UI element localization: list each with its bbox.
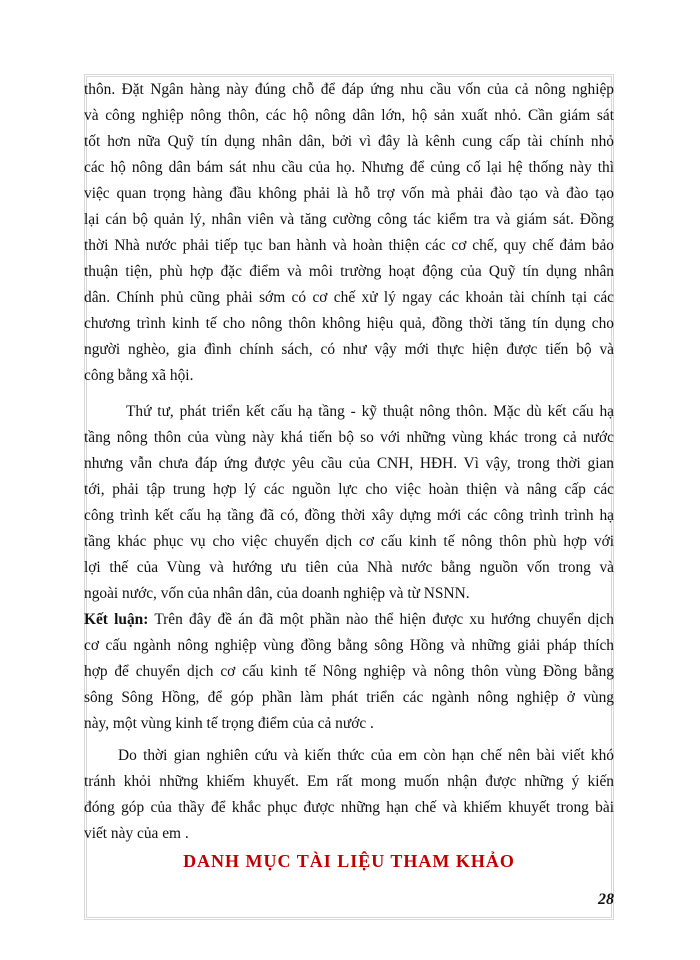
paragraph-line: Thứ tư, phát triển kết cấu hạ tầng - kỹ thuật nông thôn. Mặc dù kết cấu hạ — [126, 403, 614, 420]
paragraph-line: này, một vùng kinh tế trọng điểm của cả nước . — [84, 715, 374, 732]
paragraph-line: lợi thế của Vùng và hướng ưu tiên của Nhà nước bằng nguồn vốn trong và — [84, 559, 614, 576]
paragraph-line: việc quan trọng hàng đầu không phải là hỗ trợ vốn mà phải đào tạo và đào tạo — [84, 185, 614, 202]
paragraph-line: các hộ nông dân bám sát nhu cầu của họ. Nhưng để củng cố lại hệ thống này thì — [84, 159, 614, 176]
paragraph-line: đóng góp của thầy để khắc phục được những hạn chế và khiếm khuyết trong bài — [84, 799, 614, 816]
paragraph-line: công trình kết cấu hạ tầng đã có, đồng thời xây dựng mới các công trình trình hạ — [84, 507, 614, 524]
paragraph-line: công bằng xã hội. — [84, 367, 194, 384]
paragraph-line: tầng khác phục vụ cho việc chuyển dịch cơ cấu kinh tế nông thôn phù hợp với — [84, 533, 614, 550]
paragraph-line: cơ cấu ngành nông nghiệp vùng đồng bằng sông Hồng và những giải pháp thích — [84, 637, 614, 654]
page-number: 28 — [598, 891, 614, 908]
paragraph-line: thời Nhà nước phải tiếp tục ban hành và hoàn thiện các cơ chế, quy chế đảm bảo — [84, 237, 614, 254]
paragraph-line: tới, phải tập trung hợp lý các nguồn lực cho việc hoàn thiện và nâng cấp các — [84, 481, 614, 498]
conclusion-text: Trên đây đề án đã một phần nào thể hiện được xu hướng chuyển dịch — [148, 611, 614, 628]
paragraph-line: người nghèo, gia đình chính sách, có như vậy mới thực hiện được tiến bộ và — [84, 341, 614, 358]
paragraph-line: tốt hơn nữa Quỹ tín dụng nhân dân, bởi vì đây là kênh cung cấp tài chính nhỏ — [84, 133, 614, 150]
paragraph-line: Do thời gian nghiên cứu và kiến thức của em còn hạn chế nên bài viết khó — [118, 747, 614, 764]
paragraph-line: ngoài nước, vốn của nhân dân, của doanh nghiệp và từ NSNN. — [84, 585, 470, 602]
paragraph-line: lại cán bộ quản lý, nhân viên và tăng cường công tác kiểm tra và giám sát. Đồng — [84, 211, 614, 228]
paragraph-line: tránh khỏi những khiếm khuyết. Em rất mong muốn nhận được những ý kiến — [84, 773, 614, 790]
section-heading: DANH MỤC TÀI LIỆU THAM KHẢO — [183, 851, 515, 871]
paragraph-line: thuận tiện, phù hợp đặc điểm và môi trường hoạt động của Quỹ tín dụng nhân — [84, 263, 614, 280]
paragraph-line: viết này của em . — [84, 825, 189, 842]
conclusion-first-line — [84, 610, 614, 630]
paragraph-line: dân. Chính phủ cũng phải sớm có cơ chế xử lý ngay các khoản tài chính tại các — [84, 289, 614, 306]
paragraph-line: tầng nông thôn của vùng này khá tiến bộ so với những vùng khác trong cả nước — [84, 429, 614, 446]
conclusion-label: Kết luận: — [84, 611, 149, 628]
paragraph-line: sông Sông Hồng, để góp phần làm phát triển các ngành nông nghiệp ở vùng — [84, 689, 614, 706]
paragraph-line: chương trình kinh tế cho nông thôn không hiệu quả, đồng thời tăng tín dụng cho — [84, 315, 614, 332]
paragraph-line: nhưng vẫn chưa đáp ứng được yêu cầu của CNH, HĐH. Vì vậy, trong thời gian — [84, 455, 614, 472]
paragraph-line: và công nghiệp nông thôn, các hộ nông dân lớn, hộ sản xuất nhỏ. Cần giám sát — [84, 107, 614, 124]
paragraph-line: thôn. Đặt Ngân hàng này đúng chỗ để đáp ứng nhu cầu vốn của cả nông nghiệp — [84, 81, 614, 98]
paragraph-line: hợp để chuyển dịch cơ cấu kinh tế Nông nghiệp và nông thôn vùng Đồng bằng — [84, 663, 614, 680]
